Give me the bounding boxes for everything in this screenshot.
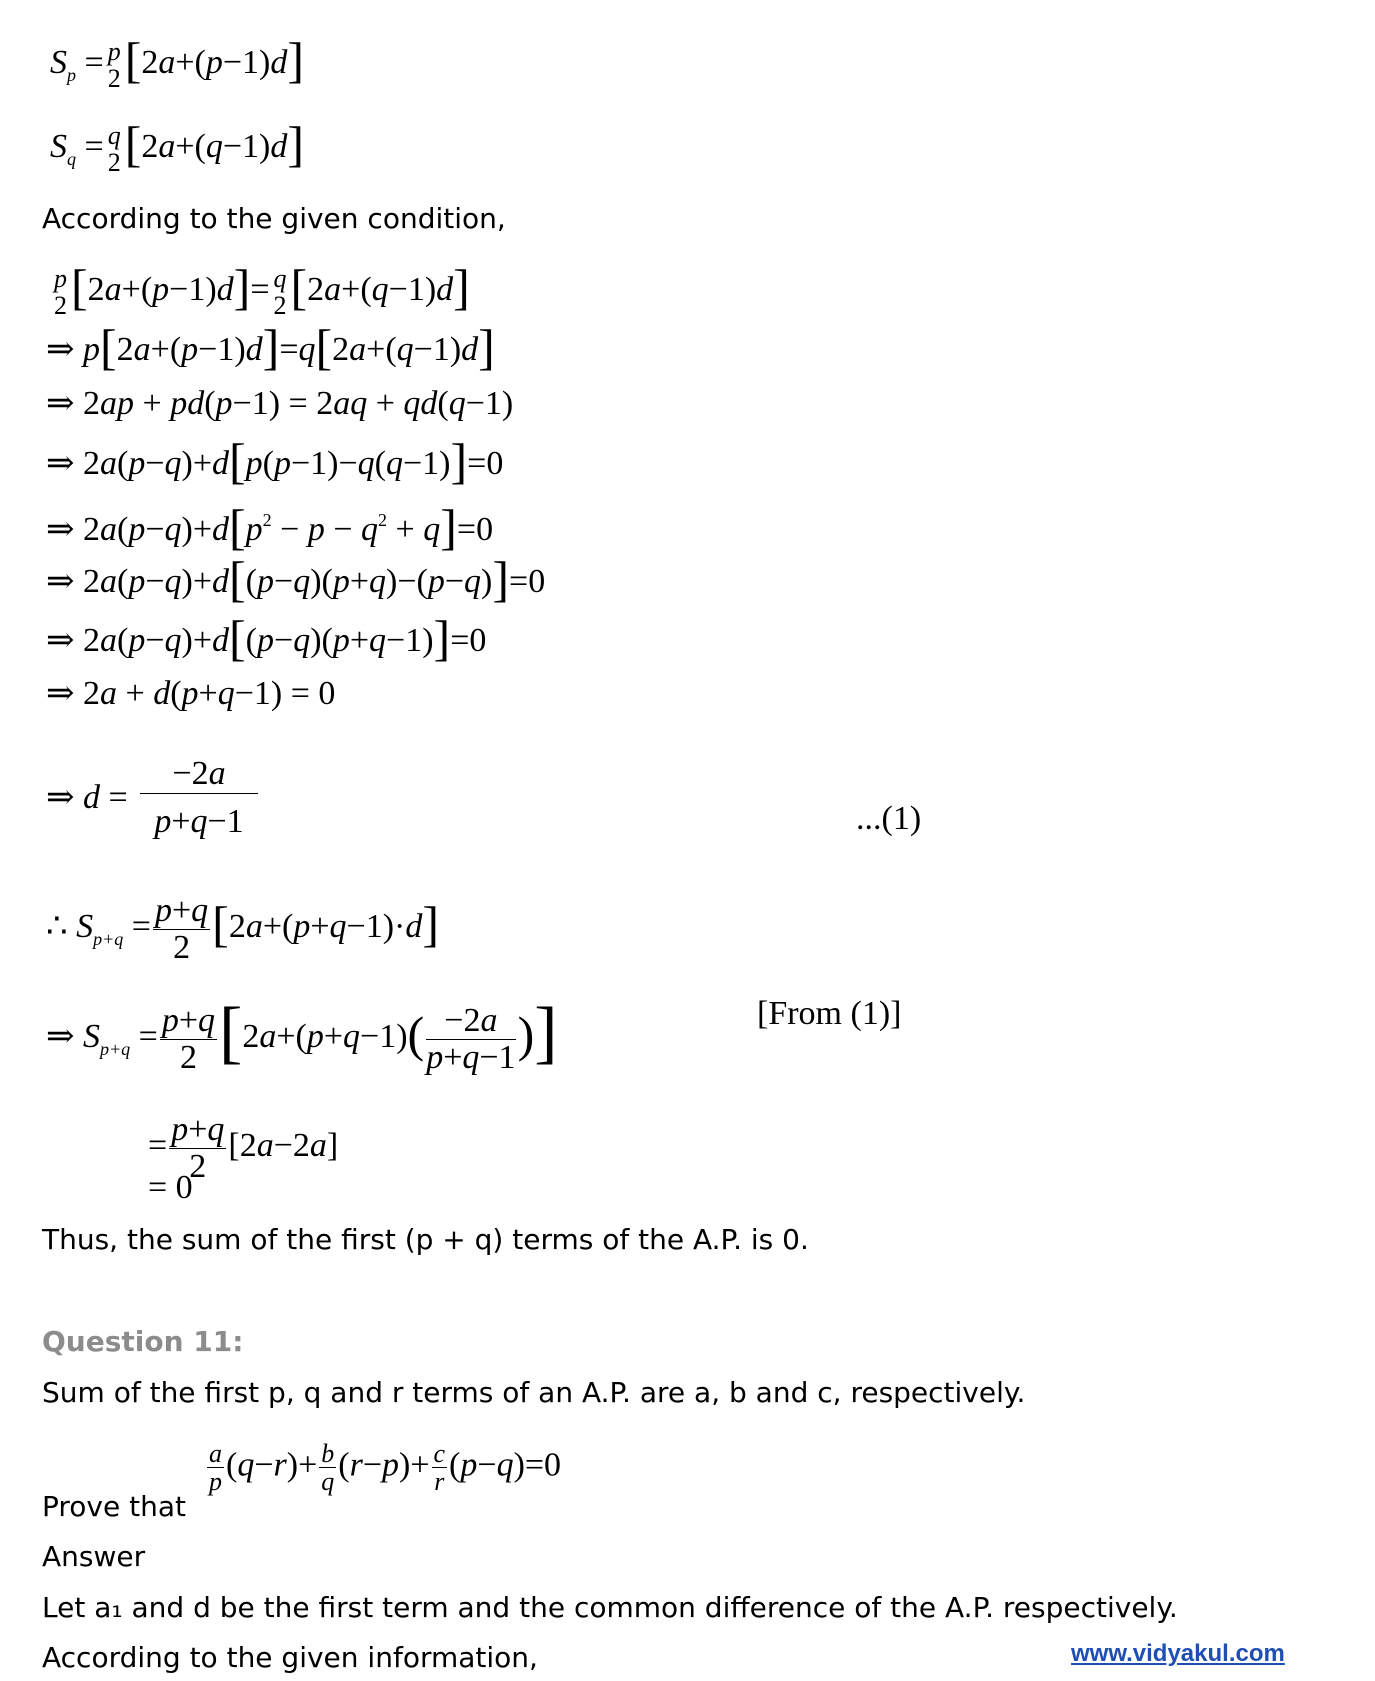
equation-step-3: ⇒ 2ap + pd(p−1) = 2aq + qd(q−1) [46, 385, 514, 422]
equation-step-7: ⇒ 2a(p−q)+d[(p−q)(p+q−1)]=0 [46, 610, 487, 666]
from-1-tag: [From (1)] [757, 995, 902, 1032]
equation-sum-p: $S_p$ = p 2 [2a+(p−1)d] [50, 32, 304, 94]
equation-sum-q: $S_q$ = q 2 [2a+(q−1)d] [50, 116, 304, 178]
equation-step-6: ⇒ 2a(p−q)+d[(p−q)(p+q)−(p−q)]=0 [46, 551, 546, 607]
equation-d-numerator: −2a [140, 755, 258, 794]
equation-simplify: = $\frac{p+q}{2}$ [2a−2a] [148, 1111, 339, 1185]
question-heading: Question 11: [42, 1325, 244, 1358]
answer-line-1: Let a₁ and d be the first term and the common difference of the A.P. respectively. [42, 1591, 1178, 1624]
website-link[interactable]: www.vidyakul.com [1071, 1640, 1285, 1667]
equation-tag-1: ...(1) [856, 800, 922, 837]
equation-step-2: ⇒ p[2a+(p−1)d]=q[2a+(q−1)d] [46, 319, 495, 375]
equation-substitution: ⇒ $S_{p+q}$ = $\frac{p+q}{2}$ [2a+(p+q−1)( $\frac{-2a}{p+q-1}$ )] [46, 993, 558, 1076]
equation-to-prove: $\frac{a}{p}$ (q−r)+ $\frac{b}{q}$ (r−p)+ $\frac{c}{r}$ (p−q)=0 [209, 1439, 562, 1497]
condition-text: According to the given condition, [42, 202, 506, 235]
equation-d-denominator: p+q−1 [154, 803, 244, 840]
prove-that-label: Prove that [42, 1490, 186, 1523]
equation-step-1: p 2 [2a+(p−1)d]= q 2 [2a+(q−1)d] [54, 259, 470, 321]
equation-step-4: ⇒ 2a(p−q)+d[p(p−1)−q(q−1)]=0 [46, 433, 504, 489]
question-text: Sum of the first p, q and r terms of an A.P. are a, b and c, respectively. [42, 1376, 1026, 1409]
equation-step-5: ⇒ $2a(p-q)+d[p^2 - p - q^2 + q]=0$ [46, 499, 494, 555]
conclusion-text: Thus, the sum of the first (p + q) terms of the A.P. is 0. [42, 1223, 809, 1256]
equation-result-zero: = 0 [148, 1169, 193, 1206]
equation-step-8: ⇒ 2a + d(p+q−1) = 0 [46, 675, 336, 712]
equation-d: ⇒ d = [46, 779, 128, 816]
answer-line-2: According to the given information, [42, 1641, 538, 1674]
answer-label: Answer [42, 1540, 146, 1573]
equation-sum-p-plus-q: ∴ $S_{p+q}$ = $\frac{p+q}{2}$ [2a+(p+q−1)·d] [46, 892, 439, 966]
